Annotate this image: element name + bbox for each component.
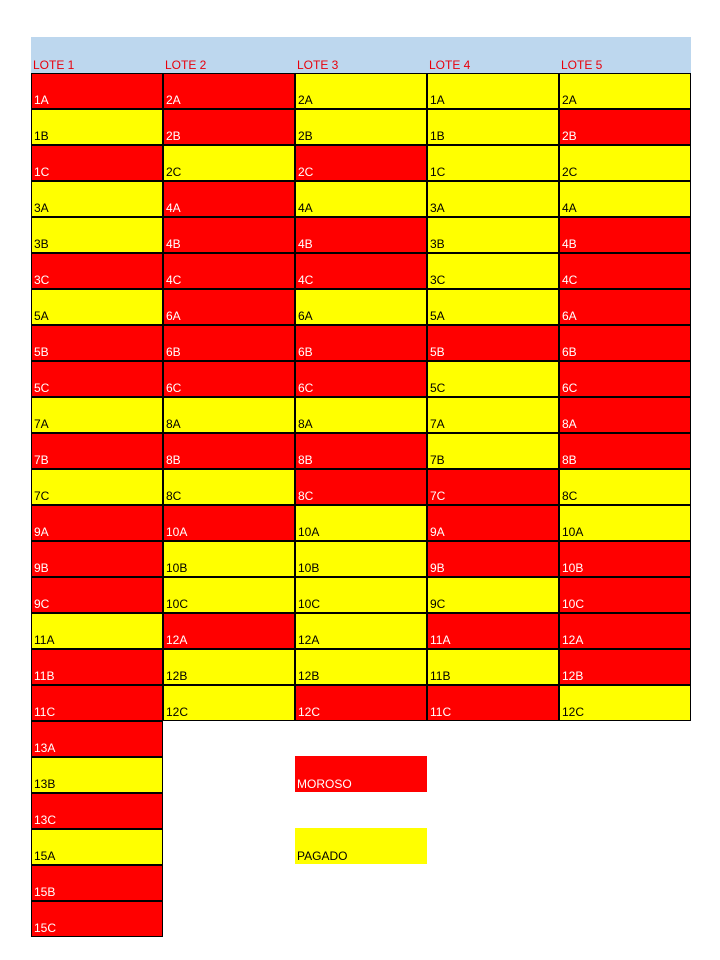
lot-cell[interactable]: 12B (163, 649, 295, 685)
lot-cell[interactable]: 2B (559, 109, 691, 145)
lot-cell[interactable]: 8B (295, 433, 427, 469)
lot-cell[interactable]: 12C (559, 685, 691, 721)
lot-cell[interactable]: 3A (31, 181, 163, 217)
lot-cell[interactable]: 11A (31, 613, 163, 649)
lot-cell[interactable]: 13C (31, 793, 163, 829)
lot-cell[interactable]: 1A (31, 73, 163, 109)
lot-cell[interactable]: 8C (559, 469, 691, 505)
lot-cell[interactable]: 15A (31, 829, 163, 865)
lot-cell[interactable]: 15B (31, 865, 163, 901)
lot-cell[interactable]: 7C (427, 469, 559, 505)
lot-cell[interactable]: 12C (295, 685, 427, 721)
lot-cell[interactable]: 5B (31, 325, 163, 361)
lot-cell[interactable]: 10A (559, 505, 691, 541)
lot-cell[interactable]: 11C (31, 685, 163, 721)
lot-cell[interactable]: 6C (295, 361, 427, 397)
lot-cell[interactable]: 10B (559, 541, 691, 577)
lot-cell[interactable]: 12B (559, 649, 691, 685)
lot-cell[interactable]: 5C (427, 361, 559, 397)
lot-cell[interactable]: 8A (295, 397, 427, 433)
lot-cell[interactable]: 9A (427, 505, 559, 541)
lot-cell[interactable]: 3C (31, 253, 163, 289)
lot-cell[interactable]: 12A (295, 613, 427, 649)
lot-cell[interactable]: 2C (163, 145, 295, 181)
lot-cell[interactable]: 10C (295, 577, 427, 613)
lot-cell[interactable]: 6C (163, 361, 295, 397)
lot-cell[interactable]: 2B (163, 109, 295, 145)
lot-cell[interactable]: 1A (427, 73, 559, 109)
lot-cell[interactable]: 11C (427, 685, 559, 721)
lot-cell[interactable]: 2A (559, 73, 691, 109)
lot-cell[interactable]: 10C (163, 577, 295, 613)
lot-cell[interactable]: 6C (559, 361, 691, 397)
lot-cell[interactable]: 2A (295, 73, 427, 109)
lot-cell[interactable]: 9C (31, 577, 163, 613)
header-lote-4[interactable]: LOTE 4 (429, 58, 471, 72)
lot-cell[interactable]: 9A (31, 505, 163, 541)
lot-cell[interactable]: 10B (295, 541, 427, 577)
header-row (31, 37, 691, 73)
lot-cell[interactable]: 9B (31, 541, 163, 577)
lot-cell[interactable]: 4A (559, 181, 691, 217)
lot-cell[interactable]: 4C (295, 253, 427, 289)
header-lote-2[interactable]: LOTE 2 (165, 58, 207, 72)
legend-moroso: MOROSO (295, 756, 427, 792)
lot-cell[interactable]: 12A (559, 613, 691, 649)
lot-cell[interactable]: 6B (163, 325, 295, 361)
lot-cell[interactable]: 3C (427, 253, 559, 289)
lot-cell[interactable]: 6A (295, 289, 427, 325)
lot-cell[interactable]: 1C (427, 145, 559, 181)
lot-cell[interactable]: 11A (427, 613, 559, 649)
lot-cell[interactable]: 4C (559, 253, 691, 289)
lot-cell[interactable]: 10A (295, 505, 427, 541)
lot-cell[interactable]: 3A (427, 181, 559, 217)
lot-cell[interactable]: 6A (163, 289, 295, 325)
lot-cell[interactable]: 12B (295, 649, 427, 685)
lot-cell[interactable]: 7A (31, 397, 163, 433)
lot-cell[interactable]: 8B (559, 433, 691, 469)
lot-cell[interactable]: 1C (31, 145, 163, 181)
lot-cell[interactable]: 7A (427, 397, 559, 433)
lot-cell[interactable]: 8A (163, 397, 295, 433)
lot-cell[interactable]: 4C (163, 253, 295, 289)
lot-cell[interactable]: 2C (295, 145, 427, 181)
lot-cell[interactable]: 15C (31, 901, 163, 937)
lot-cell[interactable]: 6A (559, 289, 691, 325)
lot-cell[interactable]: 4B (163, 217, 295, 253)
header-lote-5[interactable]: LOTE 5 (561, 58, 603, 72)
lot-cell[interactable]: 4B (559, 217, 691, 253)
lot-cell[interactable]: 2A (163, 73, 295, 109)
lot-cell[interactable]: 12C (163, 685, 295, 721)
lot-cell[interactable]: 1B (31, 109, 163, 145)
lot-cell[interactable]: 9C (427, 577, 559, 613)
lot-cell[interactable]: 10B (163, 541, 295, 577)
lot-cell[interactable]: 8B (163, 433, 295, 469)
header-lote-1[interactable]: LOTE 1 (33, 58, 75, 72)
header-lote-3[interactable]: LOTE 3 (297, 58, 339, 72)
lot-cell[interactable]: 12A (163, 613, 295, 649)
lot-cell[interactable]: 2B (295, 109, 427, 145)
lot-cell[interactable]: 5C (31, 361, 163, 397)
lot-cell[interactable]: 5B (427, 325, 559, 361)
lot-cell[interactable]: 7B (31, 433, 163, 469)
legend-pagado: PAGADO (295, 828, 427, 864)
lot-cell[interactable]: 5A (31, 289, 163, 325)
lot-cell[interactable]: 4B (295, 217, 427, 253)
lot-cell[interactable]: 7B (427, 433, 559, 469)
lot-cell[interactable]: 10A (163, 505, 295, 541)
lot-cell[interactable]: 6B (559, 325, 691, 361)
lot-cell[interactable]: 2C (559, 145, 691, 181)
lot-cell[interactable]: 8C (163, 469, 295, 505)
lot-cell[interactable]: 6B (295, 325, 427, 361)
lot-cell[interactable]: 13A (31, 721, 163, 757)
lot-cell[interactable]: 10C (559, 577, 691, 613)
lot-cell[interactable]: 4A (295, 181, 427, 217)
lot-cell[interactable]: 5A (427, 289, 559, 325)
lot-cell[interactable]: 4A (163, 181, 295, 217)
lot-cell[interactable]: 8C (295, 469, 427, 505)
lot-cell[interactable]: 11B (31, 649, 163, 685)
lot-cell[interactable]: 9B (427, 541, 559, 577)
lot-cell[interactable]: 3B (427, 217, 559, 253)
lot-cell[interactable]: 8A (559, 397, 691, 433)
lot-cell[interactable]: 7C (31, 469, 163, 505)
lot-cell[interactable]: 1B (427, 109, 559, 145)
lot-cell[interactable]: 13B (31, 757, 163, 793)
lot-cell[interactable]: 11B (427, 649, 559, 685)
lot-cell[interactable]: 3B (31, 217, 163, 253)
